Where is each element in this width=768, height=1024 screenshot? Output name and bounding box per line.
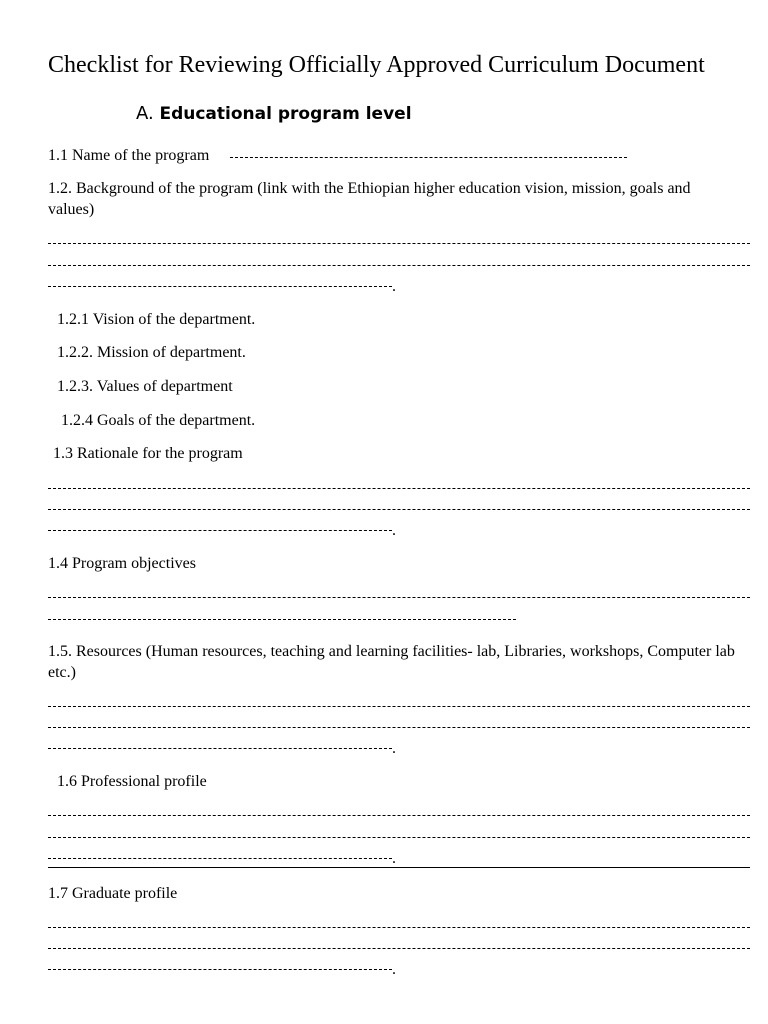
section-heading: [136, 103, 412, 124]
fill-line: [48, 727, 750, 728]
horizontal-rule: [48, 867, 750, 868]
fill-line: [48, 969, 392, 970]
fill-line: [48, 509, 750, 510]
fill-line: [48, 706, 750, 707]
fill-line: [48, 286, 392, 287]
item-background: 1.2. Background of the program (link with the Ethiopian higher education vision, mission, goals and values): [48, 180, 691, 218]
fill-line: [48, 948, 750, 949]
item-program-name: 1.1 Name of the program: [48, 147, 210, 164]
fill-line: [48, 243, 750, 244]
line-end-mark: .: [392, 850, 396, 867]
line-end-mark: .: [392, 961, 396, 978]
fill-line: [48, 927, 750, 928]
item-mission: 1.2.2. Mission of department.: [57, 344, 246, 361]
item-goals: 1.2.4 Goals of the department.: [61, 412, 256, 429]
document-title: Checklist for Reviewing Officially Approved Curriculum Document: [48, 52, 705, 78]
fill-line: [48, 858, 392, 859]
item-rationale: 1.3 Rationale for the program: [53, 445, 243, 462]
item-vision: 1.2.1 Vision of the department.: [57, 311, 256, 328]
section-letter: A.: [136, 103, 154, 124]
fill-line: [48, 488, 750, 489]
section-title: Educational program level: [159, 104, 412, 124]
line-end-mark: .: [392, 740, 396, 757]
fill-line: [48, 815, 750, 816]
item-professional-profile: 1.6 Professional profile: [57, 773, 207, 790]
item-graduate-profile: 1.7 Graduate profile: [48, 885, 178, 902]
fill-line: [48, 837, 750, 838]
fill-line: [48, 748, 392, 749]
fill-line: [48, 265, 750, 266]
item-resources: 1.5. Resources (Human resources, teaching and learning facilities- lab, Libraries, workshops, Computer lab etc.): [48, 643, 735, 681]
fill-line: [48, 619, 516, 620]
line-end-mark: .: [392, 522, 396, 539]
line-end-mark: .: [392, 278, 396, 295]
item-values: 1.2.3. Values of department: [57, 378, 233, 395]
fill-line: [48, 597, 750, 598]
fill-line: [48, 530, 392, 531]
fill-line: [230, 157, 627, 158]
item-objectives: 1.4 Program objectives: [48, 555, 196, 572]
